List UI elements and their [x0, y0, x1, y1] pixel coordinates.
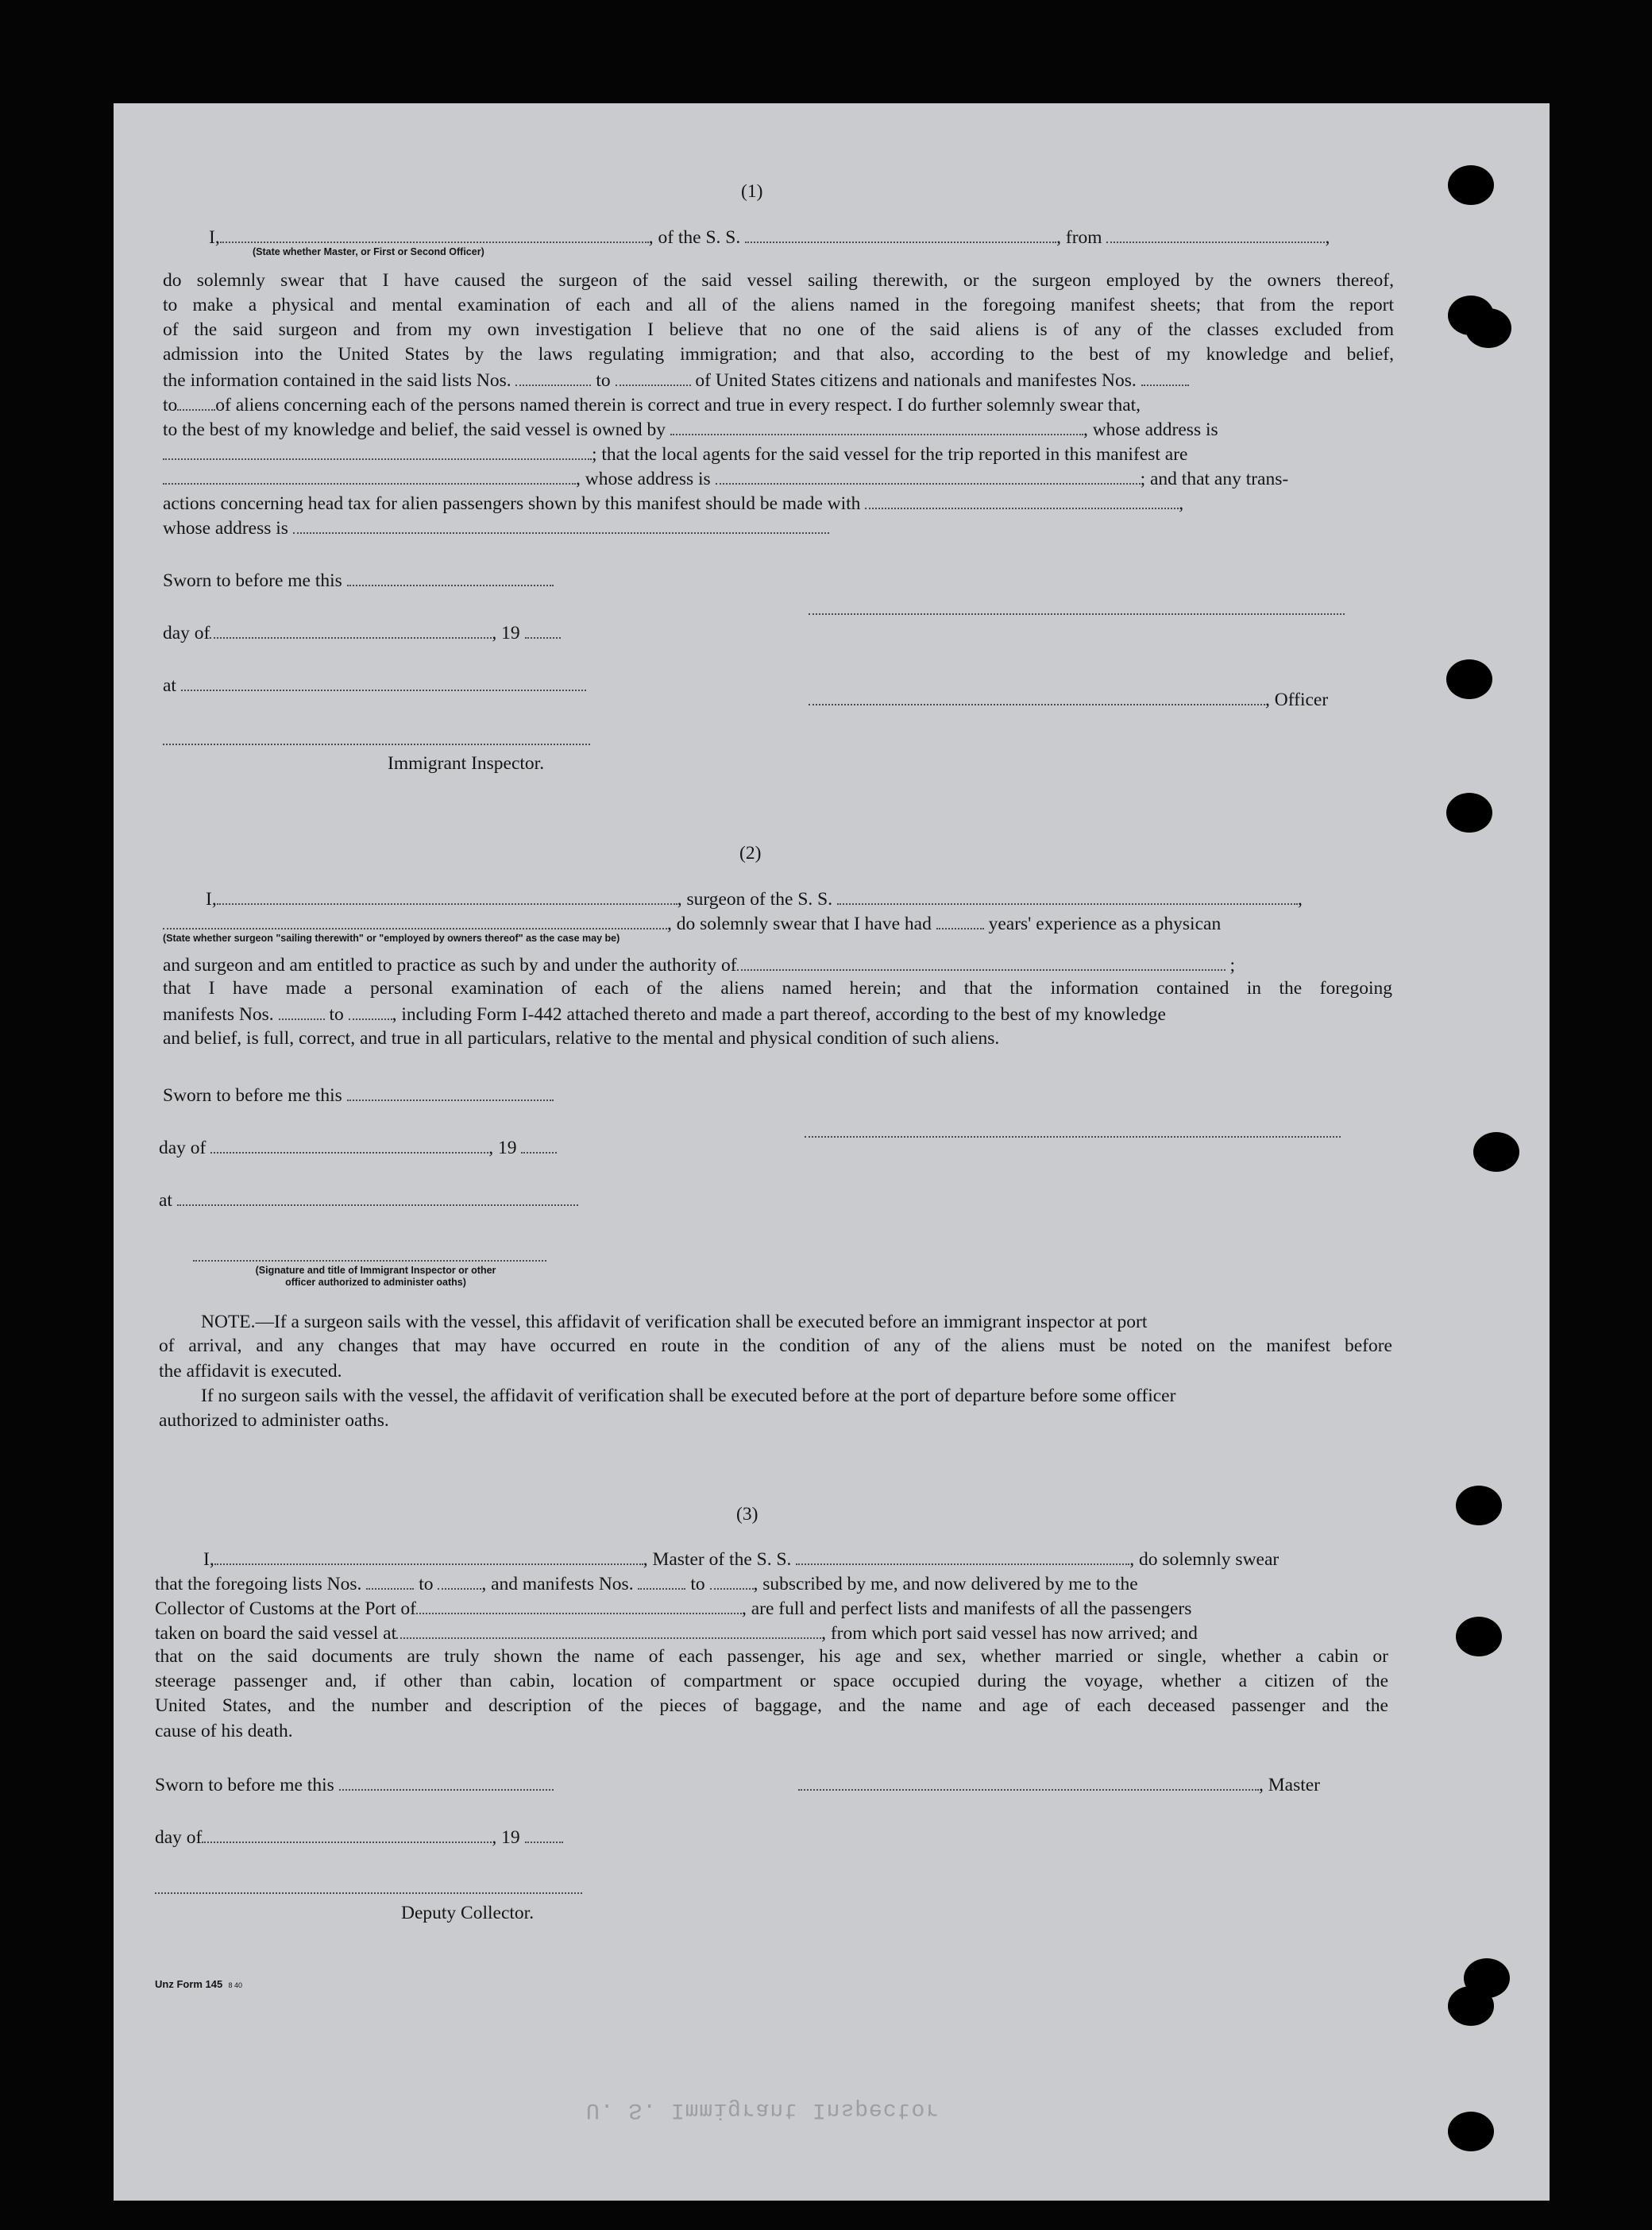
officer-name-field[interactable]: [220, 224, 649, 243]
body-line: United States, and the number and description of the pieces of baggage, and the name and age of each deceased passenger and the: [155, 1695, 1388, 1716]
deputy-signature-line[interactable]: [155, 1892, 582, 1894]
belief-line: and belief, is full, correct, and true in all particulars, relative to the mental and physical condition of such aliens.: [163, 1028, 1000, 1049]
at-line-2: [159, 1187, 578, 1213]
agents-address-field[interactable]: [716, 466, 1141, 485]
head-tax-address-field[interactable]: [293, 515, 829, 534]
from-port-field[interactable]: [1106, 224, 1325, 243]
authority-field[interactable]: [737, 952, 1225, 971]
punch-hole: [1448, 2112, 1494, 2151]
sworn-label: Sworn to before me this: [163, 570, 342, 591]
lists-label: that the foregoing lists Nos.: [155, 1574, 362, 1594]
whose-address-label: whose address is: [163, 518, 288, 539]
taken-label: taken on board the said vessel at: [155, 1623, 397, 1644]
agents-field[interactable]: [163, 466, 576, 485]
signature-note-line-2: officer authorized to administer oaths): [285, 1277, 466, 1288]
sworn-label: Sworn to before me this: [163, 1085, 342, 1106]
of-ss-label: , of the S. S.: [648, 227, 741, 248]
form-page: [114, 103, 1550, 2201]
master-name-field[interactable]: [214, 1546, 643, 1565]
body-line: that on the said documents are truly shown the name of each passenger, his age and sex, whether married or single, whether a cabin or: [155, 1646, 1388, 1667]
form-id: [155, 1978, 242, 1992]
year-field[interactable]: [521, 1134, 557, 1154]
ship-name-field[interactable]: [745, 224, 1056, 243]
owner-field[interactable]: [670, 416, 1083, 435]
section-1-oath-line: I, , of the S. S. , from ,: [209, 224, 1330, 250]
years-label: years' experience as a physican: [988, 914, 1222, 934]
years-field[interactable]: [936, 910, 984, 929]
note-paragraph-2b: authorized to administer oaths.: [159, 1410, 389, 1431]
collector-label: Collector of Customs at the Port of: [155, 1598, 416, 1619]
punch-hole: [1448, 1986, 1494, 2026]
head-tax-intro: ; and that any trans-: [1140, 469, 1289, 489]
body-line: of the said surgeon and from my own investigation I believe that no one of the said aliens is of any of the classes excluded from: [163, 319, 1394, 340]
officer-rank-note: (State whether Master, or First or Second Officer): [253, 246, 484, 257]
manifests-label: manifests Nos.: [163, 1004, 274, 1025]
punch-hole: [1465, 308, 1511, 348]
surgeon-status-field[interactable]: [163, 910, 667, 929]
cause-line: cause of his death.: [155, 1721, 293, 1741]
punch-hole: [1456, 1617, 1502, 1656]
note-paragraph-1: NOTE.—If a surgeon sails with the vessel, this affidavit of verification shall be executed before an immigrant inspector at port: [201, 1312, 1148, 1332]
day-field[interactable]: [210, 620, 492, 639]
year-prefix: , 19: [492, 623, 520, 643]
at-line-1: [163, 672, 586, 698]
authority-label: and surgeon and am entitled to practice as such by and under the authority of: [163, 955, 737, 976]
form-i442-text: , including Form I-442 attached thereto and made a part thereof, according to the best of my knowledge: [392, 1004, 1166, 1025]
day-of-label: day of: [159, 1138, 206, 1158]
punch-hole: [1446, 793, 1492, 833]
foregoing-lists-line: [155, 1571, 1138, 1597]
surgeon-name-field[interactable]: [217, 886, 677, 905]
i-label: I,: [206, 889, 217, 910]
day-line-3: [155, 1824, 563, 1850]
agents-label: ; that the local agents for the said vessel for the trip reported in this manifest are: [592, 444, 1188, 465]
sworn-line-3: [155, 1772, 554, 1798]
manifests-label: of United States citizens and nationals and manifestes Nos.: [695, 370, 1137, 391]
inspector-signature-line[interactable]: [163, 744, 590, 745]
day-of-label: day of: [155, 1827, 203, 1848]
swear-label: , do solemnly swear: [1129, 1549, 1280, 1570]
sworn-line-1: [163, 567, 554, 593]
to-label: to: [329, 1004, 344, 1025]
manifest-from-field[interactable]: [1141, 367, 1189, 386]
embark-port-field[interactable]: [396, 1620, 821, 1639]
at-place-field[interactable]: [181, 672, 586, 691]
swear-label: , do solemnly swear that I have had: [667, 914, 932, 934]
to-label: to: [419, 1574, 434, 1594]
section-3-number: (3): [736, 1504, 758, 1525]
master-line: [203, 1546, 1279, 1572]
manifest-to-field[interactable]: [349, 1001, 392, 1020]
authorized-signature-line[interactable]: [193, 1260, 546, 1262]
body-line: do solemnly swear that I have caused the surgeon of the said vessel sailing therewith, or the surgeon employed by the owners thereof,: [163, 270, 1394, 291]
punch-hole: [1446, 659, 1492, 699]
i-label: I,: [203, 1549, 214, 1570]
from-label: , from: [1056, 227, 1102, 248]
lists-line: [163, 367, 1189, 393]
form-number: Unz Form 145: [155, 1978, 223, 1990]
at-label: at: [163, 675, 176, 696]
manifests-label: , and manifests Nos.: [481, 1574, 634, 1594]
manifests-line: [163, 1001, 1166, 1027]
taken-line: [155, 1620, 1198, 1646]
manifest-to-field[interactable]: [177, 392, 215, 411]
surgeon-ship-field[interactable]: [837, 886, 1298, 905]
owner-address-label: , whose address is: [1083, 419, 1218, 440]
agents-line: [163, 441, 1187, 467]
authority-line: and surgeon and am entitled to practice as such by and under the authority of ;: [163, 952, 1235, 978]
surgeon-signature-line[interactable]: [805, 1136, 1341, 1138]
section-2-number: (2): [739, 843, 762, 864]
officer-line: [809, 686, 1328, 713]
lists-to-field[interactable]: [616, 367, 691, 386]
head-tax-line: actions concerning head tax for alien passengers shown by this manifest should be made with ,: [163, 490, 1183, 516]
body-line: admission into the United States by the laws regulating immigration; and that also, according to the best of my knowledge and belief,: [163, 344, 1394, 365]
surgeon-status-note: (State whether surgeon "sailing therewith" or "employed by owners thereof" as the case may be): [163, 933, 620, 944]
agents-address-line: [163, 466, 1288, 492]
aliens-line: [163, 392, 1141, 418]
sworn-line-2: [163, 1082, 554, 1108]
deputy-collector-label: Deputy Collector.: [401, 1903, 535, 1923]
owned-line: [163, 416, 1218, 443]
inspector-label: Immigrant Inspector.: [388, 753, 545, 774]
owned-label: to the best of my knowledge and belief, the said vessel is owned by: [163, 419, 666, 440]
master-of-label: , Master of the S. S.: [643, 1549, 792, 1570]
head-tax-field[interactable]: [865, 490, 1179, 509]
note-paragraph-1c: the affidavit is executed.: [159, 1361, 342, 1382]
manifest-to-field[interactable]: [710, 1571, 754, 1590]
signature-note-line-1: (Signature and title of Immigrant Inspector or other: [255, 1265, 496, 1276]
form-code: 8 40: [228, 1981, 243, 1989]
i-label: I,: [209, 227, 220, 248]
sworn-date-field[interactable]: [347, 1082, 554, 1101]
officer-signature-line[interactable]: [809, 613, 1345, 615]
master-ship-field[interactable]: [796, 1546, 1129, 1565]
agents-address-label: , whose address is: [576, 469, 711, 489]
punch-hole: [1456, 1486, 1502, 1525]
section-1-number: (1): [741, 181, 763, 202]
owner-address-field[interactable]: [163, 441, 592, 460]
officer-signature-field[interactable]: [809, 686, 1265, 705]
examined-line: that I have made a personal examination of each of the aliens named herein; and that the information contained in the foregoing: [163, 978, 1392, 999]
to-label: to: [163, 395, 178, 415]
manifest-from-field[interactable]: [638, 1571, 685, 1590]
note-paragraph-2: If no surgeon sails with the vessel, the affidavit of verification shall be executed before at the port of departure before some officer: [201, 1386, 1176, 1406]
master-signature-field[interactable]: [798, 1772, 1259, 1791]
note-paragraph-1b: of arrival, and any changes that may have occurred en route in the condition of any of the aliens must be noted on the manifest before: [159, 1335, 1392, 1356]
whose-address-line: [163, 515, 829, 541]
master-signature-line: [798, 1772, 1320, 1798]
lists-label: the information contained in the said lists Nos.: [163, 370, 511, 391]
year-field[interactable]: [525, 620, 561, 639]
body-line: to make a physical and mental examination of each and all of the aliens named in the foregoing manifest sheets; that from the report: [163, 295, 1394, 315]
day-field[interactable]: [210, 1134, 488, 1154]
subscribed-text: , subscribed by me, and now delivered by me to the: [753, 1574, 1138, 1594]
surgeon-of-label: , surgeon of the S. S.: [677, 889, 833, 910]
officer-label: , Officer: [1265, 690, 1329, 710]
sworn-date-field[interactable]: [339, 1772, 554, 1791]
to-label: to: [690, 1574, 705, 1594]
port-field[interactable]: [416, 1595, 742, 1614]
body-line: steerage passenger and, if other than cabin, location of compartment or space occupied during the voyage, whether a citizen of the: [155, 1671, 1388, 1691]
at-label: at: [159, 1190, 172, 1211]
lists-from-field[interactable]: [366, 1571, 414, 1590]
head-tax-label: actions concerning head tax for alien passengers shown by this manifest should be made with: [163, 493, 861, 514]
manifest-from-field[interactable]: [279, 1001, 325, 1020]
year-field[interactable]: [525, 1824, 563, 1843]
perfect-lists-text: , are full and perfect lists and manifests of all the passengers: [741, 1598, 1192, 1619]
arrived-text: , from which port said vessel has now arrived; and: [821, 1623, 1198, 1644]
to-label: to: [596, 370, 611, 391]
at-place-field[interactable]: [177, 1187, 578, 1206]
lists-from-field[interactable]: [515, 367, 591, 386]
day-line-1: [163, 620, 561, 646]
sworn-label: Sworn to before me this: [155, 1775, 334, 1795]
day-of-label: day of: [163, 623, 210, 643]
aliens-text: of aliens concerning each of the persons named therein is correct and true in every respect. I do further solemnly swear that,: [215, 395, 1141, 415]
surgeon-line: I, , surgeon of the S. S. ,: [206, 886, 1303, 912]
year-prefix: , 19: [492, 1827, 520, 1848]
day-line-2: [159, 1134, 557, 1161]
year-prefix: , 19: [488, 1138, 517, 1158]
collector-line: [155, 1595, 1191, 1621]
lists-to-field[interactable]: [438, 1571, 481, 1590]
master-label: , Master: [1259, 1775, 1321, 1795]
sworn-date-field[interactable]: [347, 567, 554, 586]
day-field[interactable]: [202, 1824, 492, 1843]
punch-hole: [1448, 165, 1494, 205]
bleed-through-text: U. S. Immigrant Inspector: [586, 2097, 940, 2122]
signature-note: [169, 1265, 582, 1289]
punch-hole: [1473, 1132, 1519, 1172]
